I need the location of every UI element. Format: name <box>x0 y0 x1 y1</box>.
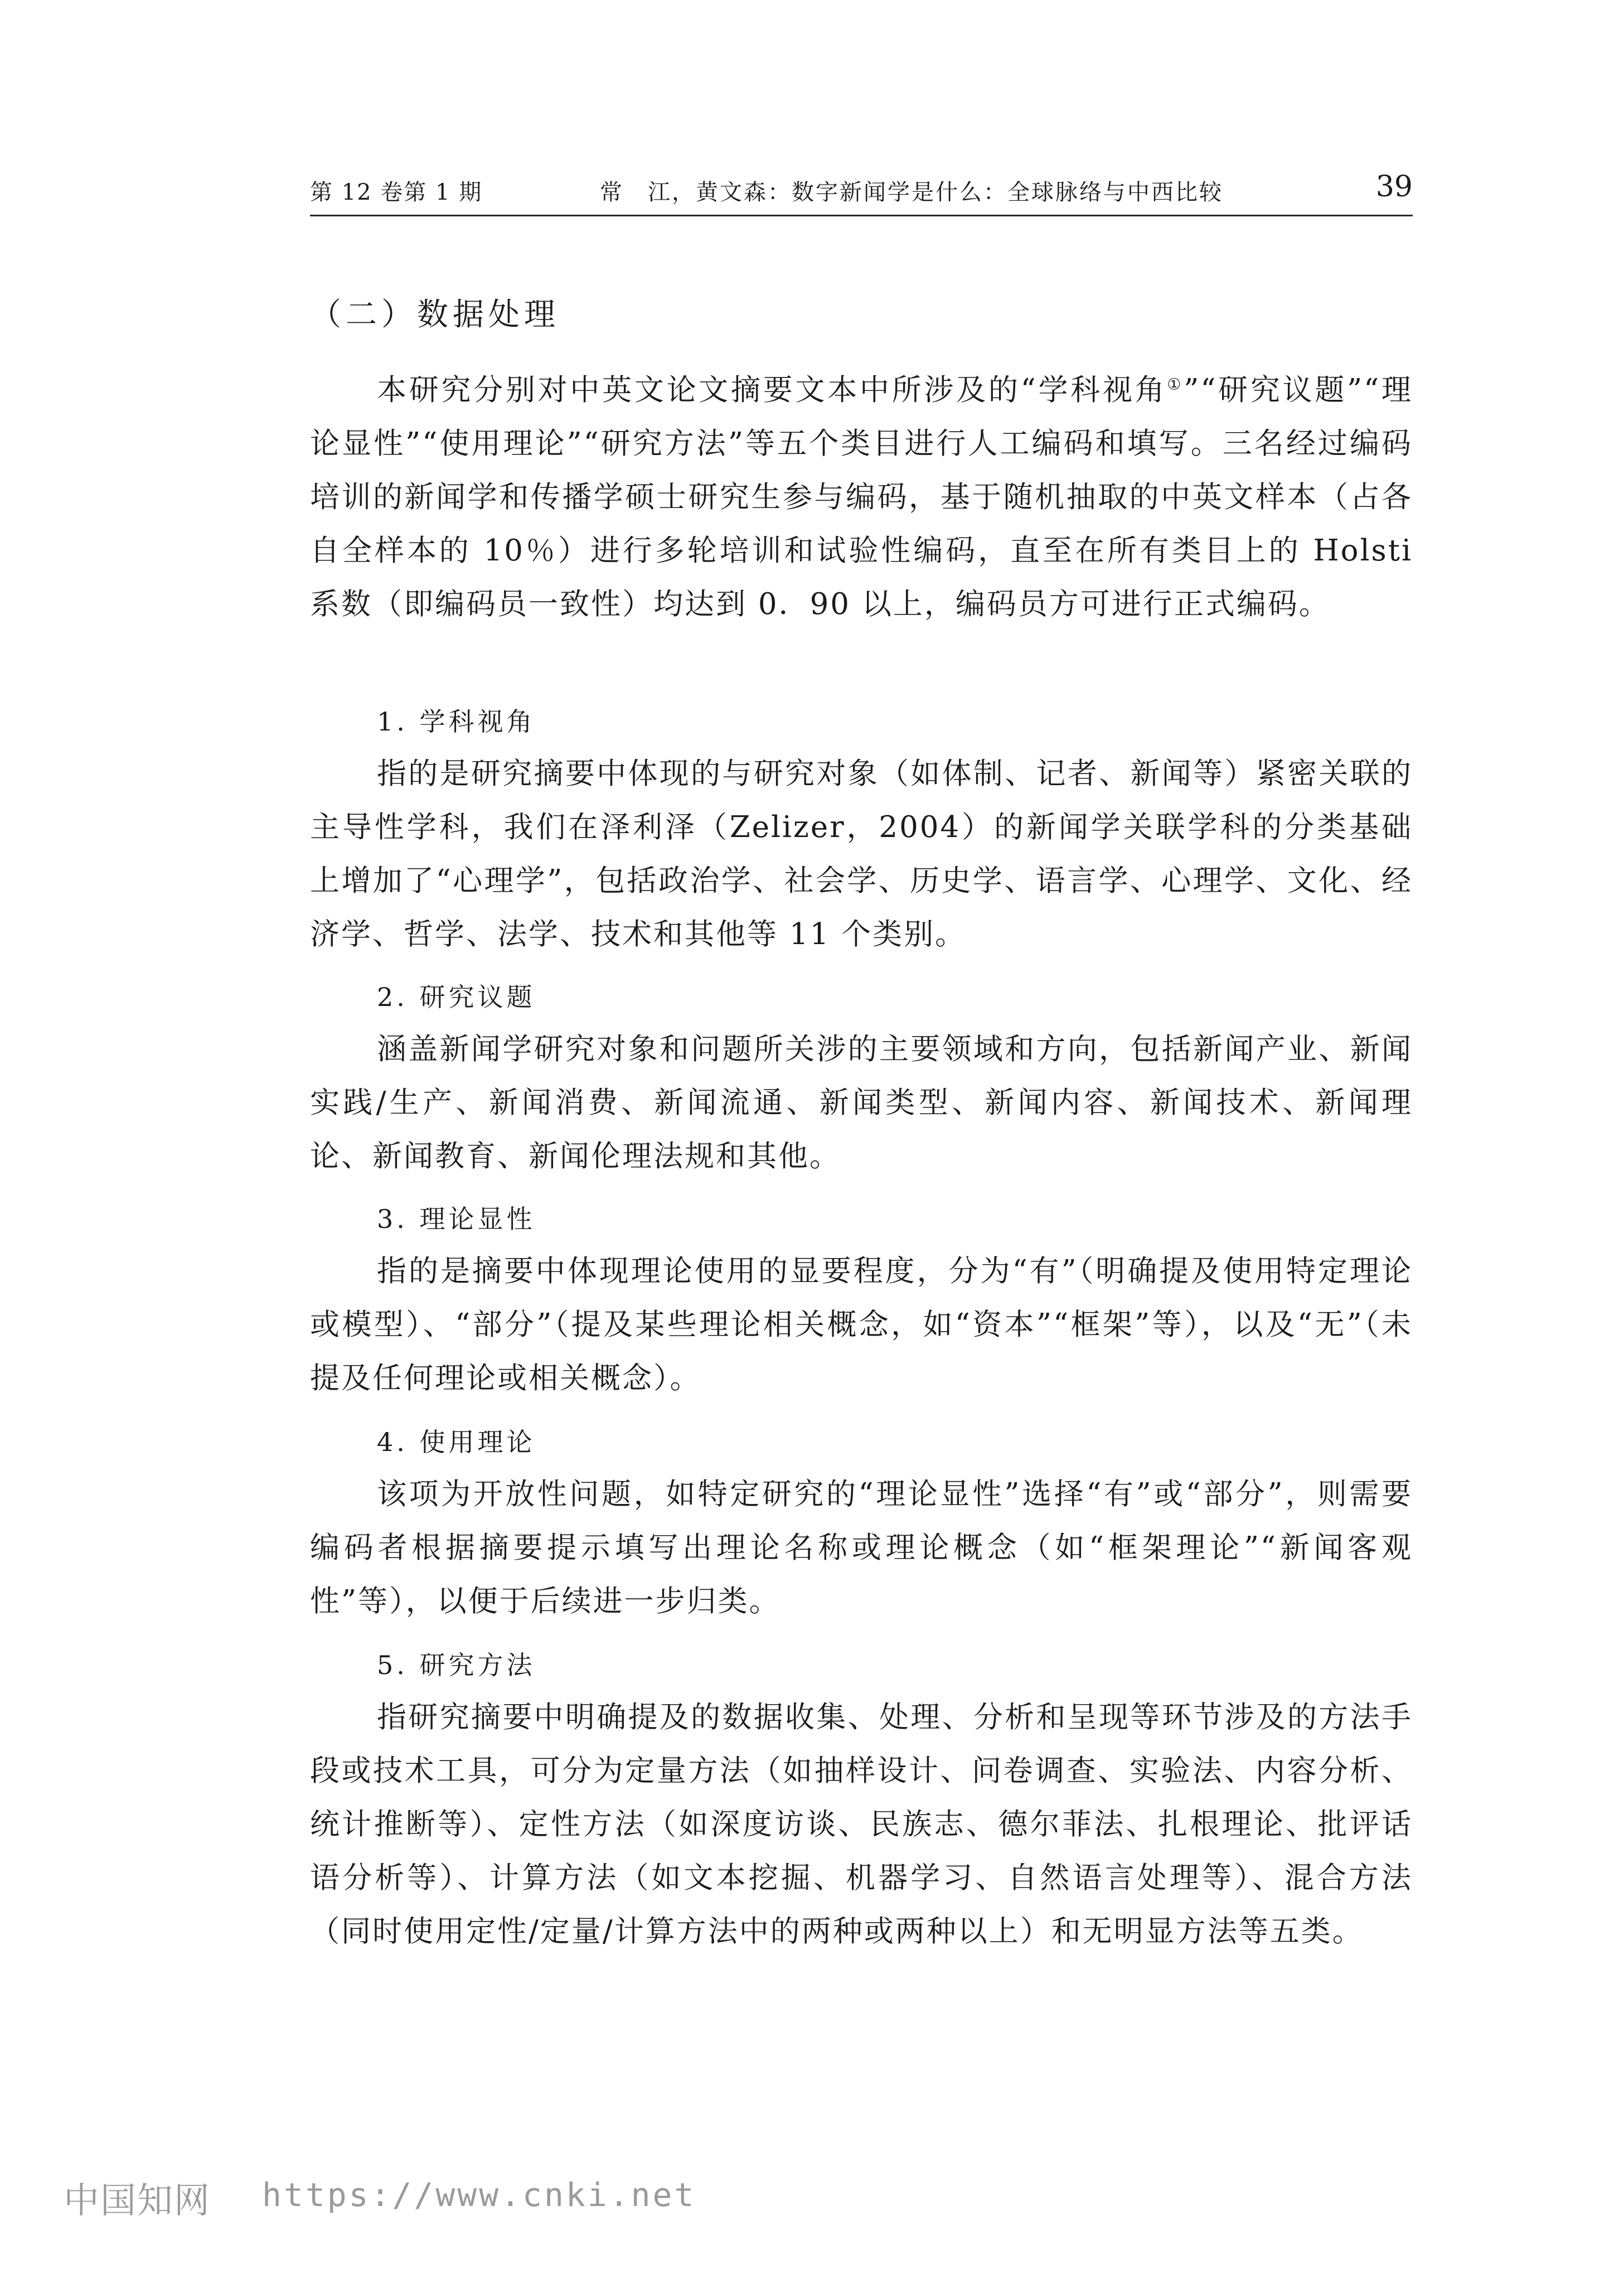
running-title: 常 江，黄文森：数字新闻学是什么：全球脉络与中西比较 <box>600 180 1223 205</box>
footnote-marker[interactable]: ① <box>1167 375 1184 394</box>
subheading-topic: 2. 研究议题 <box>377 982 536 1012</box>
intro-text-a: 本研究分别对中英文论文摘要文本中所涉及的“学科视角 <box>377 373 1167 407</box>
paragraph-theory-salience: 指的是摘要中体现理论使用的显要程度，分为“有”（明确提及使用特定理论或模型）、“部分”（提及某些理论相关概念，如“资本”“框架”等），以及“无”（未提及任何理论或相关概念）。 <box>310 1254 1413 1395</box>
subheading-method: 5. 研究方法 <box>377 1650 536 1680</box>
subheading-discipline: 1. 学科视角 <box>377 707 536 737</box>
section-heading: （二）数据处理 <box>310 297 560 333</box>
intro-text-b: ”“研究议题”“理论显性”“使用理论”“研究方法”等五个类目进行人工编码和填写。三名经过编码培训的新闻学和传播学硕士研究生参与编码，基于随机抽取的中英文样本（占各自全样本的 10％）进行多轮培训和试验性编码，直至在所有类目上的 Holsti 系数（即编码员一致性）均达到 0．90 以上，编码员方可进行正式编码。 <box>310 373 1413 621</box>
running-header <box>310 170 1413 216</box>
volume-issue: 第 12 卷第 1 期 <box>310 180 483 205</box>
cnki-url-link[interactable]: https://www.cnki.net <box>262 2176 696 2214</box>
paragraph-topic: 涵盖新闻学研究对象和问题所关涉的主要领域和方向，包括新闻产业、新闻实践/生产、新闻消费、新闻流通、新闻类型、新闻内容、新闻技术、新闻理论、新闻教育、新闻伦理法规和其他。 <box>310 1032 1413 1173</box>
cnki-logo: 中国知网 <box>64 2180 211 2222</box>
subheading-theory-salience: 3. 理论显性 <box>377 1204 536 1234</box>
paragraph-discipline: 指的是研究摘要中体现的与研究对象（如体制、记者、新闻等）紧密关联的主导性学科，我们在泽利泽（Zelizer，2004）的新闻学关联学科的分类基础上增加了“心理学”，包括政治学、社会学、历史学、语言学、心理学、文化、经济学、哲学、法学、技术和其他等 11 个类别。 <box>310 757 1413 951</box>
intro-paragraph <box>310 364 1413 631</box>
subheading-theory-used: 4. 使用理论 <box>377 1427 536 1457</box>
paragraph-theory-used: 该项为开放性问题，如特定研究的“理论显性”选择“有”或“部分”，则需要编码者根据摘要提示填写出理论名称或理论概念（如“框架理论”“新闻客观性”等），以便于后续进一步归类。 <box>310 1477 1413 1618</box>
page-number: 39 <box>1375 170 1413 204</box>
paragraph-method: 指研究摘要中明确提及的数据收集、处理、分析和呈现等环节涉及的方法手段或技术工具，可分为定量方法（如抽样设计、问卷调查、实验法、内容分析、统计推断等）、定性方法（如深度访谈、民族志、德尔菲法、扎根理论、批评话语分析等）、计算方法（如文本挖掘、机器学习、自然语言处理等）、混合方法（同时使用定性/定量/计算方法中的两种或两种以上）和无明显方法等五类。 <box>310 1700 1413 1948</box>
